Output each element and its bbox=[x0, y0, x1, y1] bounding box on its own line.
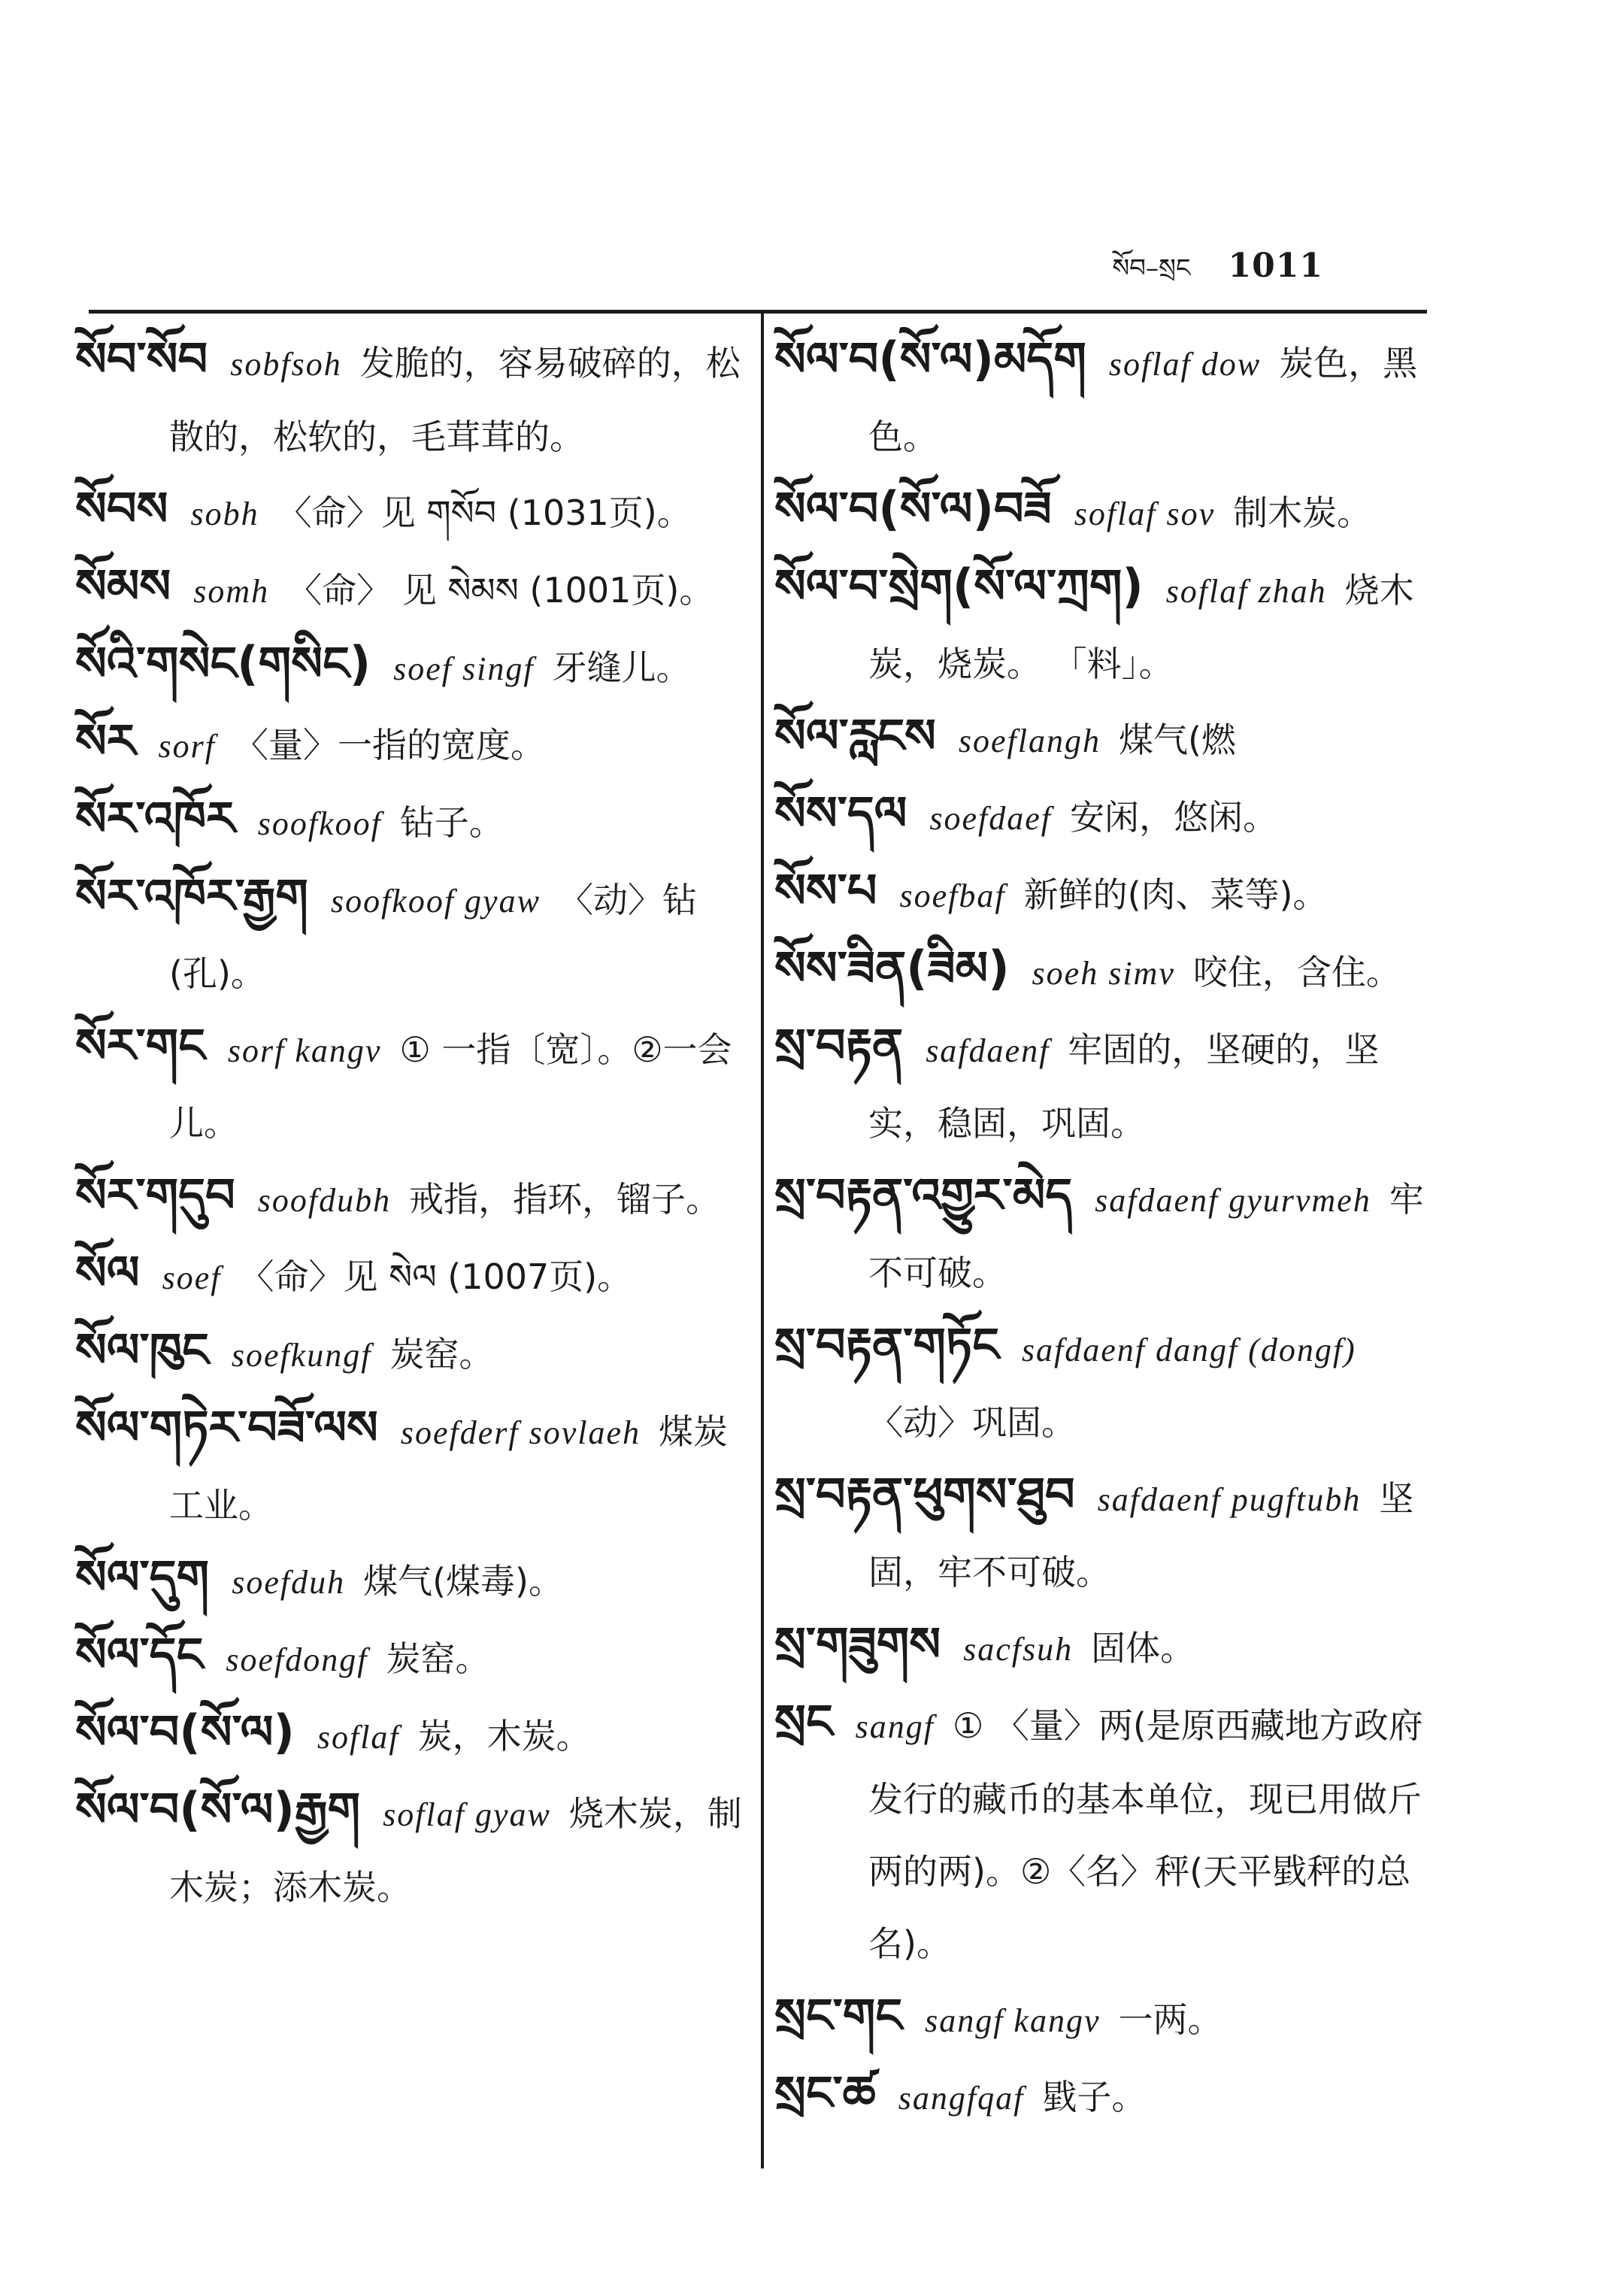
definition: 安闲，悠闲。 bbox=[1070, 797, 1278, 838]
dictionary-entry bbox=[774, 1608, 1436, 1686]
dictionary-entry bbox=[75, 860, 744, 1010]
romanization: soefdongf bbox=[226, 1641, 368, 1678]
romanization: soofkoof bbox=[257, 805, 382, 842]
definition: 〈动〉巩固。 bbox=[868, 1402, 1076, 1443]
definition: 固体。 bbox=[1091, 1628, 1195, 1668]
column-divider bbox=[761, 311, 764, 2168]
definition: 煤炭工业。 bbox=[169, 1411, 728, 1526]
dictionary-entry bbox=[75, 1159, 744, 1237]
dictionary-entry bbox=[774, 1980, 1436, 2057]
romanization: soofdubh bbox=[257, 1182, 392, 1219]
headword: སྲང bbox=[774, 1694, 833, 1749]
dictionary-entry bbox=[75, 1392, 744, 1541]
romanization: somh bbox=[193, 573, 270, 610]
dictionary-entry bbox=[75, 1314, 744, 1392]
romanization: safdaenf dangf (dongf) bbox=[1021, 1332, 1356, 1368]
dictionary-entry bbox=[774, 550, 1436, 700]
headword: སྲང་ཚ bbox=[774, 2065, 876, 2120]
definition: 煤气(燃 bbox=[1118, 720, 1236, 760]
definition: 炭，木炭。 bbox=[417, 1716, 591, 1756]
running-head bbox=[1112, 239, 1323, 311]
definition: 炭色，黑色。 bbox=[868, 343, 1418, 457]
definition: 发脆的，容易破碎的，松散的，松软的，毛茸茸的。 bbox=[169, 343, 741, 457]
definition: 〈动〉钻(孔)。 bbox=[169, 880, 697, 994]
romanization: sorf kangv bbox=[227, 1032, 382, 1069]
romanization: safdaenf pugftubh bbox=[1097, 1481, 1362, 1518]
dictionary-entry bbox=[774, 473, 1436, 550]
romanization: soflaf gyaw bbox=[383, 1796, 551, 1833]
headword: སོལ་གཏེར་བཟོ་ལས bbox=[75, 1400, 378, 1455]
romanization: sangfqaf bbox=[898, 2080, 1025, 2117]
definition: 牢固的，坚硬的，坚实，稳固，巩固。 bbox=[868, 1029, 1380, 1144]
romanization: soflaf zhah bbox=[1165, 573, 1327, 610]
headword: སོལ་ཁུང bbox=[75, 1323, 209, 1377]
headword: སོམས bbox=[75, 559, 171, 614]
definition: 牙缝儿。 bbox=[552, 647, 691, 688]
romanization: soefderf sovlaeh bbox=[400, 1414, 641, 1451]
romanization: soef bbox=[162, 1259, 222, 1296]
headword: སྲང་གང bbox=[774, 1988, 903, 2043]
guide-words: སོབ–སྲང bbox=[1112, 253, 1191, 283]
headword: སོས་ཟིན(ཟིམ) bbox=[774, 941, 1010, 996]
dictionary-entry bbox=[75, 1774, 744, 1923]
dictionary-entry bbox=[75, 1010, 744, 1159]
definition: 煤气(煤毒)。 bbox=[363, 1561, 563, 1602]
dictionary-entry bbox=[774, 1686, 1436, 1980]
headword: སོས་དལ bbox=[774, 786, 907, 841]
romanization: soefkungf bbox=[231, 1337, 372, 1374]
definition: 戥子。 bbox=[1042, 2077, 1147, 2117]
dictionary-entry bbox=[75, 323, 744, 473]
headword: སོལ་བ(སོ་ལ)མདོག bbox=[774, 332, 1086, 386]
romanization: soflaf dow bbox=[1108, 346, 1262, 383]
definition: 烧木炭，制木炭；添木炭。 bbox=[169, 1793, 742, 1908]
headword: སྲ་བརྟན་འགྱུར་མེད bbox=[774, 1168, 1073, 1223]
dictionary-entry bbox=[774, 1459, 1436, 1608]
headword: སོར bbox=[75, 714, 136, 768]
definition: 咬住，含住。 bbox=[1192, 952, 1401, 993]
dictionary-entry bbox=[75, 1696, 744, 1774]
dictionary-entry bbox=[75, 1619, 744, 1696]
romanization: sobh bbox=[190, 495, 259, 532]
headword: སྲ་བརྟན bbox=[774, 1018, 904, 1073]
definition: ① 〈量〉两(是原西藏地方政府发行的藏币的基本单位，现已用做斤两的两)。②〈名〉秤(天平戥秤的总名)。 bbox=[868, 1705, 1423, 1964]
headword: སྲ་བརྟན་གཏོང bbox=[774, 1317, 999, 1372]
romanization: safdaenf gyurvmeh bbox=[1095, 1182, 1371, 1219]
dictionary-entry bbox=[75, 1237, 744, 1314]
dictionary-entry bbox=[75, 1541, 744, 1619]
dictionary-entry bbox=[774, 700, 1436, 777]
romanization: sorf bbox=[158, 728, 216, 765]
romanization: soeh simv bbox=[1032, 955, 1175, 992]
romanization: soeflangh bbox=[958, 723, 1101, 759]
headword: སོབ་སོབ bbox=[75, 332, 208, 386]
romanization: soefbaf bbox=[899, 877, 1006, 914]
dictionary-entry bbox=[774, 777, 1436, 855]
romanization: sobfsoh bbox=[230, 346, 342, 383]
romanization: soflaf bbox=[317, 1719, 400, 1756]
definition: 〈量〉一指的宽度。 bbox=[233, 725, 545, 765]
headword: སྲ་གཟུགས bbox=[774, 1617, 941, 1671]
definition: 戒指，指环，镏子。 bbox=[409, 1179, 721, 1220]
dictionary-entry bbox=[774, 1010, 1436, 1159]
headword: སོར་འཁོར་རྒྱག bbox=[75, 868, 308, 923]
headword: སོལ་དོང bbox=[75, 1627, 204, 1682]
definition: 钻子。 bbox=[399, 802, 504, 843]
definition: 炭窑。 bbox=[389, 1334, 494, 1374]
dictionary-entry bbox=[75, 473, 744, 550]
headword: སོལ་རླངས bbox=[774, 708, 936, 763]
definition: 〈命〉 见 སེམས (1001页)。 bbox=[287, 570, 714, 611]
romanization: safdaenf bbox=[926, 1032, 1050, 1069]
dictionary-entry bbox=[75, 705, 744, 783]
dictionary-entry bbox=[774, 1159, 1436, 1309]
headword: སོལ་བ་སྲེག(སོ་ལ་ཀྲག) bbox=[774, 559, 1144, 614]
headword: སོའི་གསེང(གསིང) bbox=[75, 636, 371, 691]
definition: 烧木炭，烧炭。 「料」。 bbox=[868, 570, 1414, 684]
definition: ① 一指〔宽〕。②一会儿。 bbox=[169, 1029, 732, 1144]
dictionary-entry bbox=[774, 855, 1436, 932]
headword: སོལ bbox=[75, 1245, 140, 1300]
headword: སྲ་བརྟན་ཕུགས་ཐུབ bbox=[774, 1467, 1075, 1522]
headword: སོར་འཁོར bbox=[75, 791, 235, 846]
definition: 一两。 bbox=[1118, 1999, 1223, 2040]
definition: 炭窑。 bbox=[386, 1638, 490, 1679]
definition: 〈命〉见 གསོབ (1031页)。 bbox=[277, 492, 692, 533]
header-rule bbox=[89, 310, 1427, 314]
dictionary-entry bbox=[75, 628, 744, 705]
romanization: soefdaef bbox=[929, 800, 1053, 837]
definition: 制木炭。 bbox=[1233, 492, 1372, 533]
headword: སོབས bbox=[75, 481, 168, 536]
romanization: soofkoof gyaw bbox=[330, 883, 541, 920]
romanization: sangf kangv bbox=[925, 2002, 1101, 2039]
definition: 〈命〉见 སེལ (1007页)。 bbox=[239, 1256, 632, 1297]
headword: སོར་གདུབ bbox=[75, 1168, 235, 1223]
page-number: 1011 bbox=[1228, 247, 1323, 285]
romanization: soef singf bbox=[393, 650, 535, 687]
headword: སོར་གང bbox=[75, 1018, 205, 1073]
dictionary-entry bbox=[774, 2057, 1436, 2135]
dictionary-entry bbox=[774, 323, 1436, 473]
definition: 坚固，牢不可破。 bbox=[868, 1478, 1414, 1593]
headword: སོལ་བ(སོ་ལ) bbox=[75, 1705, 295, 1759]
headword: སོལ་བ(སོ་ལ)རྒྱག bbox=[75, 1782, 361, 1837]
romanization: soefduh bbox=[232, 1564, 346, 1601]
left-column bbox=[75, 323, 744, 1923]
headword: སོས་པ bbox=[774, 863, 877, 918]
headword: སོལ་དུག bbox=[75, 1550, 210, 1605]
definition: 新鲜的(肉、菜等)。 bbox=[1023, 874, 1328, 915]
romanization: sacfsuh bbox=[963, 1631, 1074, 1668]
dictionary-entry bbox=[774, 1309, 1436, 1459]
headword: སོལ་བ(སོ་ལ)བཟོ bbox=[774, 481, 1052, 536]
dictionary-entry bbox=[75, 550, 744, 628]
romanization: soflaf sov bbox=[1074, 495, 1216, 532]
romanization: sangf bbox=[855, 1708, 935, 1745]
right-column bbox=[774, 323, 1436, 2135]
definition: 牢不可破。 bbox=[868, 1179, 1424, 1293]
dictionary-entry bbox=[774, 932, 1436, 1010]
dictionary-entry bbox=[75, 783, 744, 860]
